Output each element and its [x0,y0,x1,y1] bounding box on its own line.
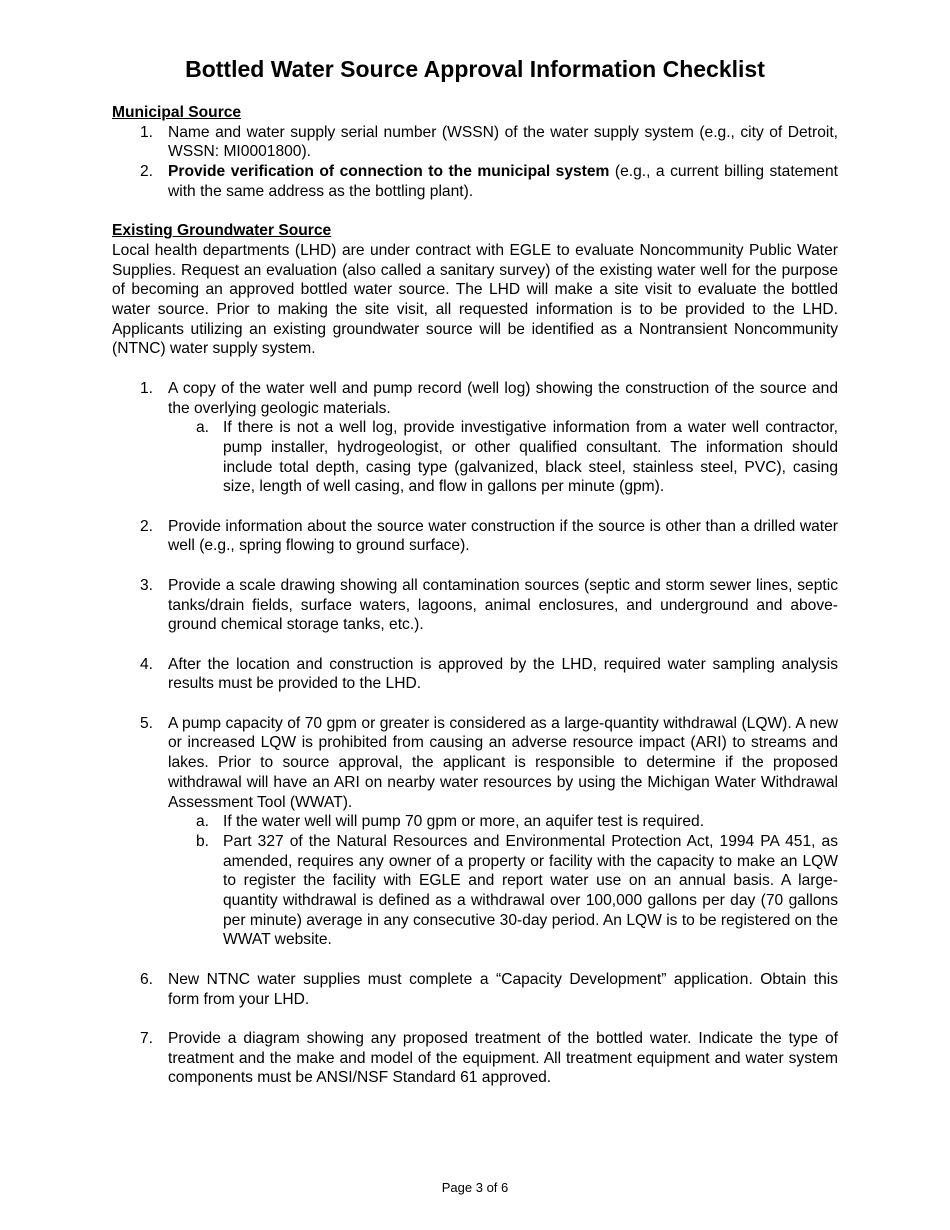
list-item [112,970,838,1009]
item-number: 1. [140,379,154,397]
list-item [112,655,838,694]
item-number: 2. [140,163,154,181]
item-text: A pump capacity of 70 gpm or greater is considered as a large-quantity withdrawal (LQW). A new or increased LQW is prohibited from causing an adverse resource impact (ARI) to streams and lakes. Prior to source approval, the applicant is responsible to determine if the proposed withdrawal will have an ARI on nearby water resources by using the Michigan Water Withdrawal Assessment Tool (WWAT). [168,714,838,811]
groundwater-list [112,379,838,1088]
municipal-heading: Municipal Source [112,104,242,121]
page-footer: Page 3 of 6 [441,1180,509,1195]
sub-list-item [112,832,838,950]
document-page [112,54,838,1088]
list-item [112,123,838,162]
item-text: A copy of the water well and pump record (well log) showing the construction of the source and the overlying geologic materials. [168,379,838,417]
list-item [112,1029,838,1088]
item-text: Name and water supply serial number (WSSN) of the water supply system (e.g., city of Detroit, WSSN: MI0001800). [168,123,838,161]
item-number: 6. [140,970,154,988]
page-title: Bottled Water Source Approval Information Checklist [185,56,765,82]
sub-item-text: If the water well will pump 70 gpm or more, an aquifer test is required. [223,813,705,831]
list-item [112,162,838,201]
item-number: 3. [140,576,154,594]
item-text: (e.g., a current billing statement with the same address as the bottling plant). [168,163,838,200]
item-text: Provide a diagram showing any proposed treatment of the bottled water. Indicate the type of treatment and the make and model of the equipment. All treatment equipment and water system components must be ANSI/NSF Standard 61 approved. [168,1029,838,1087]
groundwater-intro: Local health departments (LHD) are under contract with EGLE to evaluate Noncommunity Public Water Supplies. Request an evaluation (also called a sanitary survey) of the existing water well for the purpose of becoming an approved bottled water source. The LHD will make a site visit to evaluate the bottled water source. Prior to making the site visit, all requested information is to be provided to the LHD. Applicants utilizing an existing groundwater source will be identified as a Nontransient Noncommunity (NTNC) water supply system. [112,241,838,358]
sub-item-letter: b. [196,832,210,850]
sub-item-text: Part 327 of the Natural Resources and Environmental Protection Act, 1994 PA 451, as amended, requires any owner of a property or facility with the capacity to make an LQW to register the facility with EGLE and report water use on an annual basis. A large-quantity withdrawal is defined as a withdrawal over 100,000 gallons per day (70 gallons per minute) average in any consecutive 30-day period. An LQW is to be registered on the WWAT website. [223,832,838,949]
municipal-list [112,123,838,202]
item-text: Provide information about the source water construction if the source is other than a drilled water well (e.g., spring flowing to ground surface). [168,517,838,555]
item-number: 4. [140,655,154,673]
list-item [112,379,838,418]
item-text: Provide a scale drawing showing all contamination sources (septic and storm sewer lines, septic tanks/drain fields, surface waters, lagoons, animal enclosures, and underground and above-ground chemical storage tanks, etc.). [168,576,838,634]
list-item [112,714,838,813]
list-item [112,517,838,556]
sub-item-letter: a. [196,813,210,831]
item-text: After the location and construction is approved by the LHD, required water sampling analysis results must be provided to the LHD. [168,655,838,693]
groundwater-heading: Existing Groundwater Source [112,222,332,240]
item-number: 7. [140,1029,154,1047]
sub-item-letter: a. [196,419,210,437]
item-number: 5. [140,714,154,732]
item-bold-text: Provide verification of connection to the municipal system [168,163,610,181]
sub-item-text: If there is not a well log, provide investigative information from a water well contractor, pump installer, hydrogeologist, or other qualified consultant. The information should include total depth, casing type (galvanized, black steel, stainless steel, PVC), casing size, length of well casing, and flow in gallons per minute (gpm). [223,419,838,496]
item-number: 2. [140,517,154,535]
sub-list-item [112,418,838,497]
sub-list-item [112,812,838,832]
list-item [112,576,838,635]
item-number: 1. [140,123,154,141]
item-text: New NTNC water supplies must complete a “Capacity Development” application. Obtain this form from your LHD. [168,970,838,1008]
